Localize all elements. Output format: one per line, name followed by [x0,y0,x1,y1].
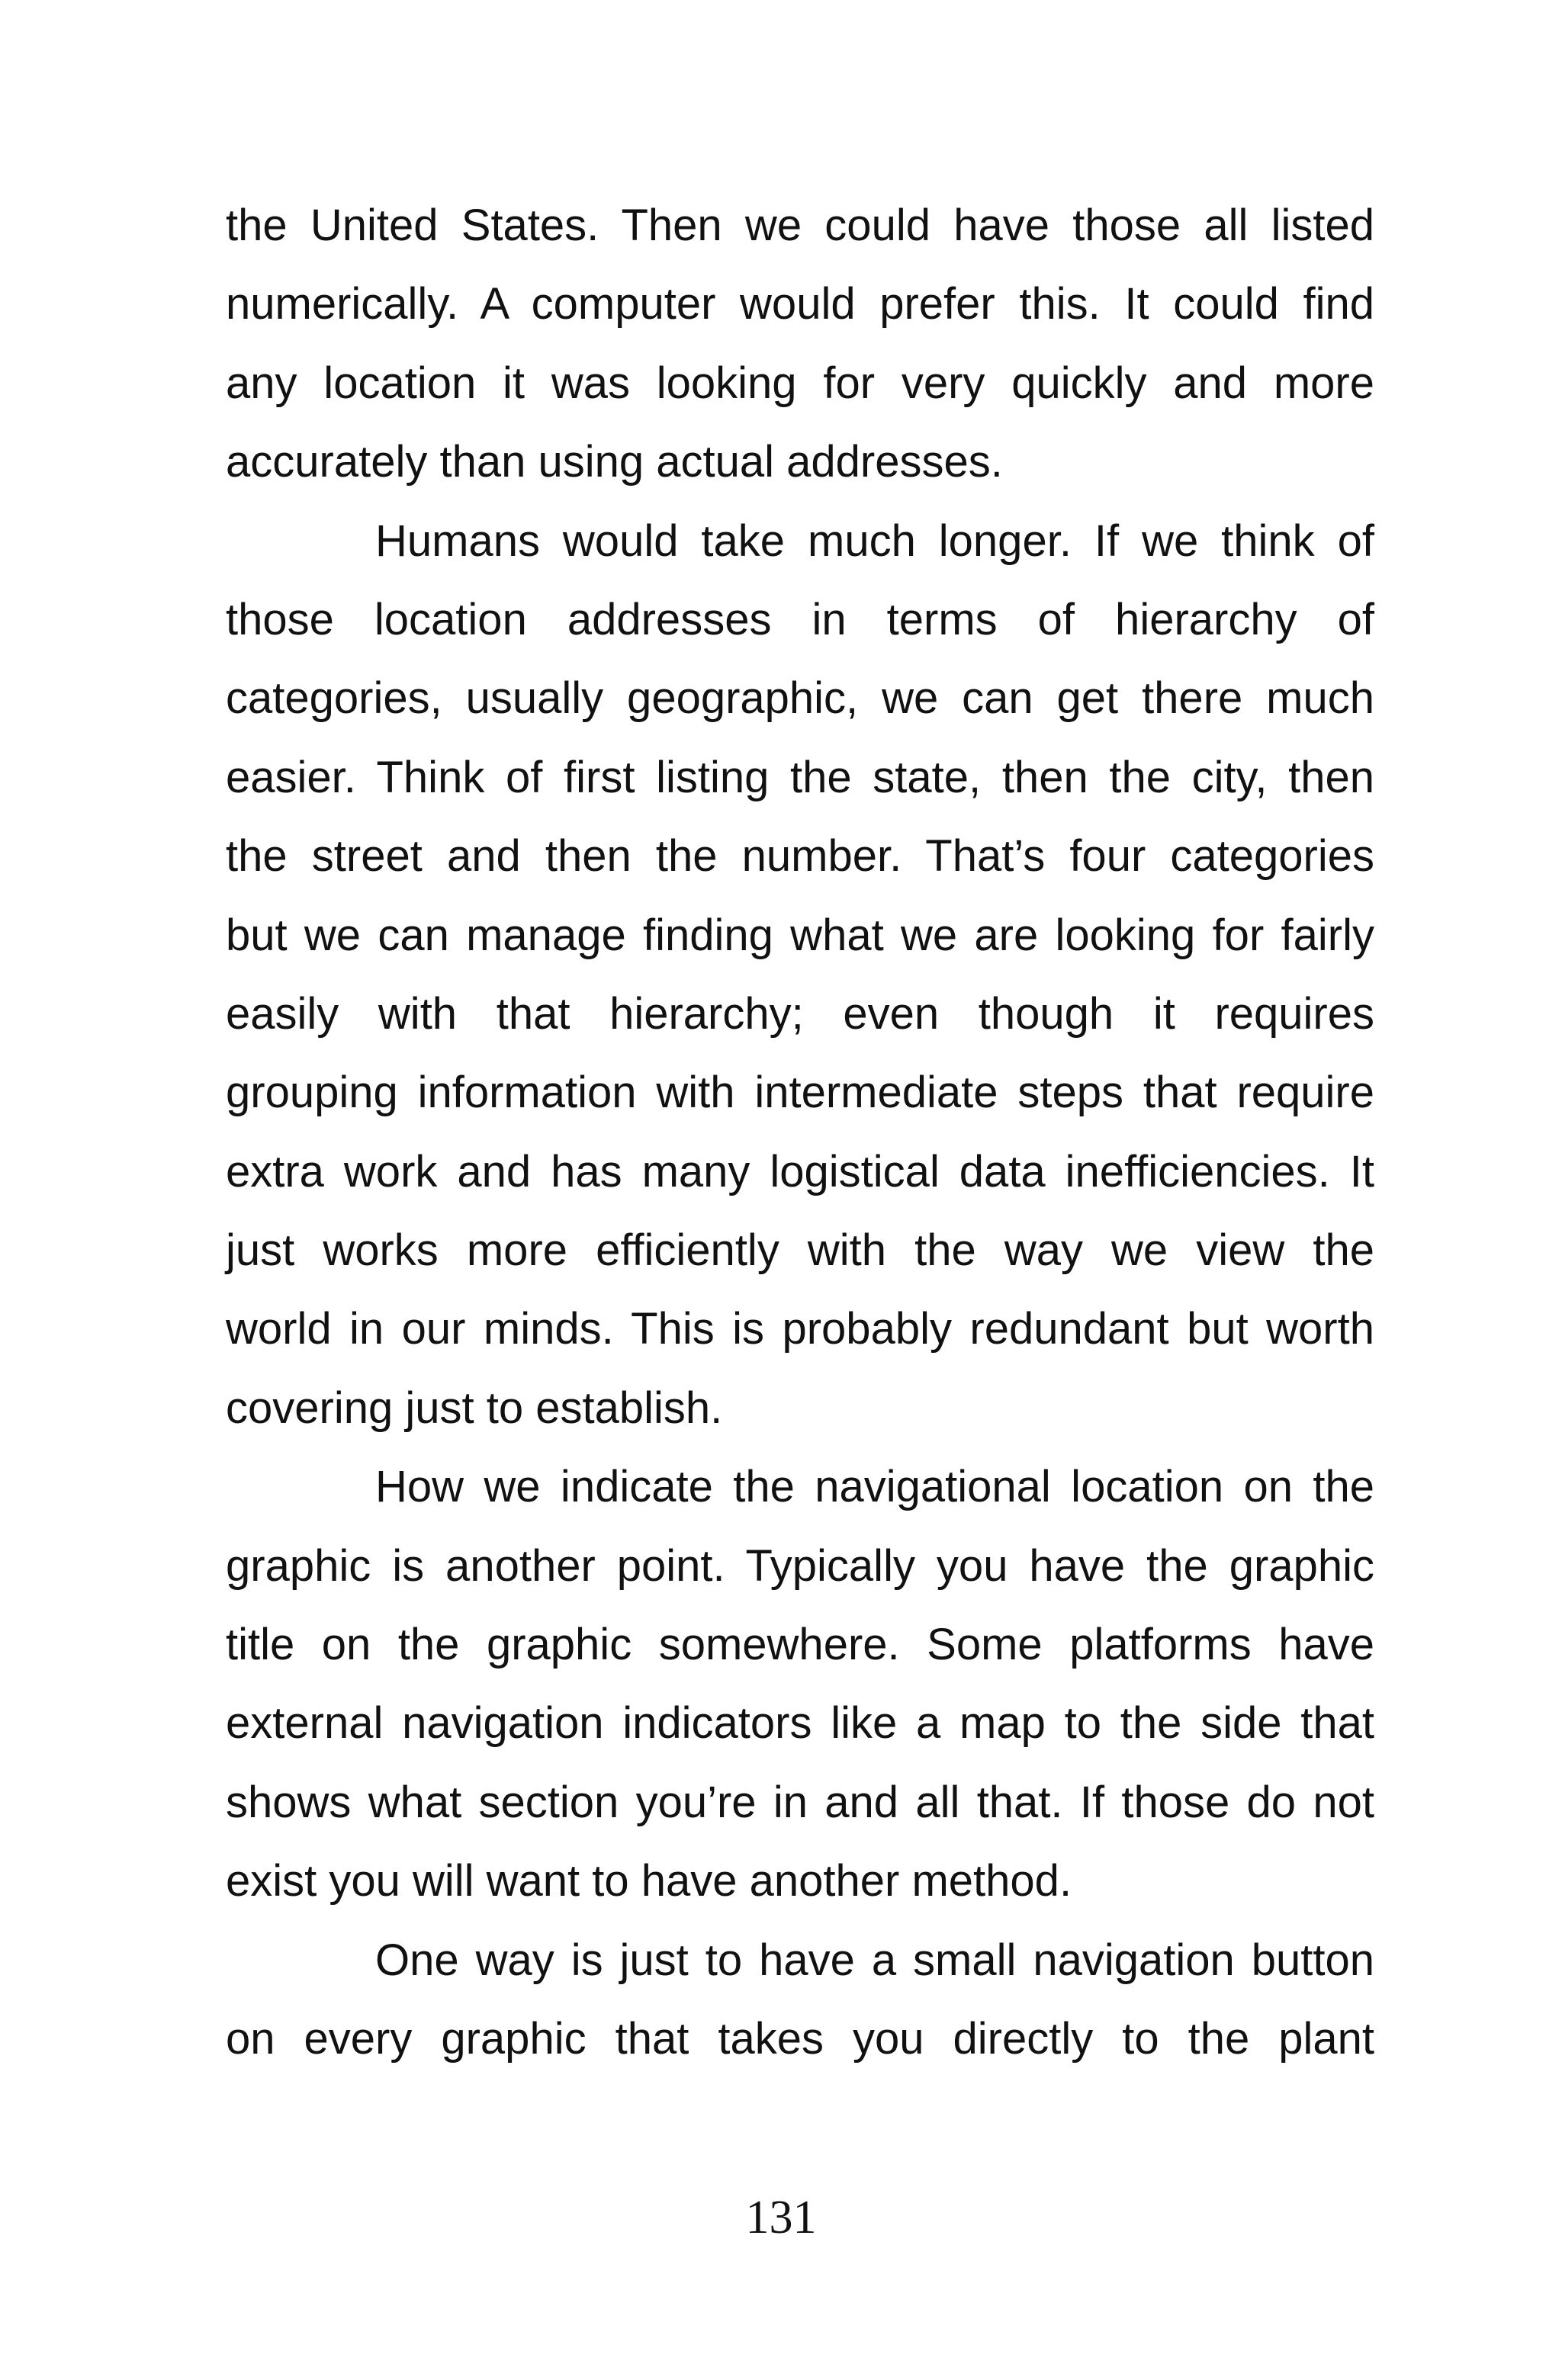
text-line: extra work and has many logistical data inefficiencies. It [226,1146,1374,1196]
text-line: world in our minds. This is probably redundant but worth [226,1304,1374,1354]
text-line: shows what section you’re in and all that. If those do not [226,1777,1374,1827]
text-line: Humans would take much longer. If we think of [375,516,1374,566]
text-line: categories, usually geographic, we can get there much [226,673,1374,724]
text-line: easily with that hierarchy; even though it requires [226,988,1374,1039]
text-line: the street and then the number. That’s four categories [226,831,1374,882]
text-line: but we can manage finding what we are looking for fairly [226,910,1374,960]
text-line: grouping information with intermediate steps that require [226,1068,1374,1118]
text-line: exist you will want to have another method. [226,1856,1072,1906]
text-line: graphic is another point. Typically you have the graphic [226,1540,1374,1591]
text-line: the United States. Then we could have those all listed [226,201,1374,250]
text-line: numerically. A computer would prefer this. It could find [226,279,1374,329]
text-line: accurately than using actual addresses. [226,437,1003,487]
text-line: those location addresses in terms of hierarchy of [226,594,1374,644]
text-line: just works more efficiently with the way we view the [226,1225,1374,1276]
text-line: any location it was looking for very quickly and more [226,358,1374,408]
text-line: on every graphic that takes you directly to the plant [226,2013,1374,2064]
text-line: covering just to establish. [226,1383,723,1433]
text-line: How we indicate the navigational location on the [375,1462,1374,1512]
text-line: easier. Think of first listing the state, then the city, then [226,752,1374,802]
text-line: title on the graphic somewhere. Some platforms have [226,1620,1374,1670]
body-text [226,186,1374,2078]
page-number: 131 [745,2192,817,2243]
text-line: One way is just to have a small navigation button [375,1935,1374,1985]
text-line: external navigation indicators like a map to the side that [226,1698,1374,1749]
